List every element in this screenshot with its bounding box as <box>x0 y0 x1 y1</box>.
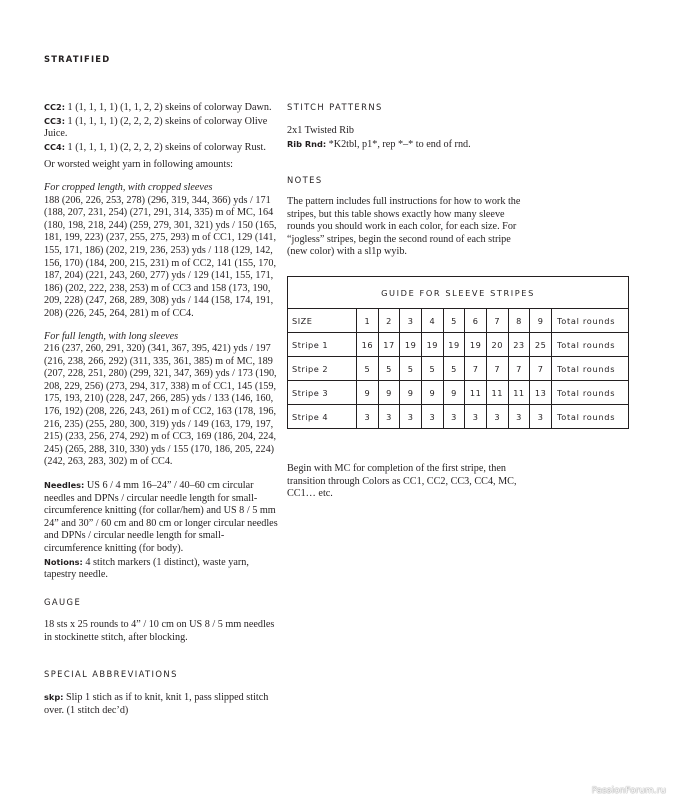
table-cell: Total rounds <box>552 357 629 381</box>
gauge-text: 18 sts x 25 rounds to 4” / 10 cm on US 8 / 5 mm needles in stockinette stitch, after blocking. <box>44 619 275 643</box>
table-cell: 3 <box>465 405 487 429</box>
cc2-text: 1 (1, 1, 1, 1) (1, 1, 2, 2) skeins of colorway Dawn. <box>65 102 272 113</box>
full-heading: For full length, with long sleeves <box>44 330 179 342</box>
needles-text <box>44 479 280 556</box>
twisted-rib-title: 2x1 Twisted Rib <box>287 125 355 136</box>
table-cell: 3 <box>486 405 508 429</box>
cc3-line <box>44 115 280 141</box>
header-cell: 3 <box>400 309 422 333</box>
table-cell: 9 <box>443 381 465 405</box>
table-cell: 16 <box>357 333 379 357</box>
table-cell: 17 <box>378 333 400 357</box>
notions-label: Notions: <box>44 556 83 567</box>
full-amounts: 216 (237, 260, 291, 320) (341, 367, 395, 421) yds / 197 (216, 238, 266, 292) (311, 335, 361, 385) m of MC, 189 (207, 228, 251, 280) (299, 321, 347, 369) yds / 173 (190, 208, 229, 256) (273, 294, 317, 338) m of CC1, 145 (159, 175, 193, 210) (228, 247, 266, 285) yds / 133 (146, 160, 176, 192) (208, 226, 243, 261) m of CC2, 163 (178, 196, 216, 235) (255, 280, 300, 319) yds / 149 (163, 179, 197, 215) (233, 256, 274, 292) m of CC3, 169 (186, 204, 224, 245) (265, 288, 310, 330) yds / 155 (170, 186, 205, 224) (242, 263, 283, 302) m of CC4. <box>44 343 277 468</box>
header-cell: 2 <box>378 309 400 333</box>
table-cell: Total rounds <box>552 405 629 429</box>
needles-body: US 6 / 4 mm 16–24” / 40–60 cm circular needles and DPNs / circular needle length for small-circumference knitting (for collar/hem) and US 8 / 5 mm 24” and 30” / 60 cm and 80 cm or longer circular needles and DPNs / circular needle length for small-circumference knitting (for body). <box>44 480 278 554</box>
table-cell: 7 <box>486 357 508 381</box>
stripe-sequence-text: Begin with MC for completion of the first stripe, then transition through Colors as CC1, CC2, CC3, CC4, MC, CC1… etc. <box>287 463 517 500</box>
row-label: Stripe 2 <box>288 357 357 381</box>
table-cell: Total rounds <box>552 381 629 405</box>
rib-round-body: *K2tbl, p1*, rep *–* to end of rnd. <box>326 138 471 150</box>
table-cell: 7 <box>465 357 487 381</box>
table-cell: 7 <box>508 357 530 381</box>
table-row <box>288 405 629 429</box>
watermark: PassionForum.ru <box>591 786 666 796</box>
row-label: Stripe 3 <box>288 381 357 405</box>
table-row <box>288 357 629 381</box>
table-row <box>288 381 629 405</box>
row-label: Stripe 4 <box>288 405 357 429</box>
header-cell: 7 <box>486 309 508 333</box>
table-cell: 11 <box>486 381 508 405</box>
cropped-heading: For cropped length, with cropped sleeves <box>44 181 213 193</box>
table-cell: 19 <box>421 333 443 357</box>
row-label: Stripe 1 <box>288 333 357 357</box>
notes-text: The pattern includes full instructions for how to work the stripes, but this table shows exactly how many sleeve rounds you should work in each color, for each size. For “jogless” stripes, begin the second round of each stripe (new color) with a sl1p wyib. <box>287 196 521 258</box>
table-cell: Total rounds <box>552 333 629 357</box>
table-caption: GUIDE FOR SLEEVE STRIPES <box>288 277 629 309</box>
table-cell: 9 <box>400 381 422 405</box>
table-cell: 9 <box>421 381 443 405</box>
table-row <box>288 333 629 357</box>
stitch-patterns-block <box>287 125 632 151</box>
skp-label: skp: <box>44 692 64 702</box>
worsted-text: Or worsted weight yarn in following amounts: <box>44 159 234 171</box>
cc4-text: 1 (1, 1, 1, 1) (2, 2, 2, 2) skeins of colorway Rust. <box>65 141 266 153</box>
table-cell: 3 <box>530 405 552 429</box>
header-cell: 9 <box>530 309 552 333</box>
notions-body: 4 stitch markers (1 distinct), waste yarn, tapestry needle. <box>44 556 249 581</box>
table-cell: 3 <box>508 405 530 429</box>
skp-text <box>44 691 280 717</box>
table-cell: 3 <box>357 405 379 429</box>
table-cell: 3 <box>400 405 422 429</box>
cropped-amounts: 188 (206, 226, 253, 278) (296, 319, 344, 366) yds / 171 (188, 207, 231, 254) (271, 291, 314, 335) m of MC, 164 (180, 198, 218, 244) (259, 279, 301, 321) yds / 150 (165, 181, 199, 223) (237, 255, 275, 293) m of CC1, 129 (141, 155, 171, 186) (202, 219, 236, 253) yds / 118 (129, 142, 156, 170) (184, 200, 215, 231) m of CC2, 141 (155, 170, 187, 204) (221, 243, 260, 277) yds / 129 (141, 155, 171, 186) (202, 222, 238, 253) m of CC3 and 158 (173, 190, 209, 228) (247, 268, 289, 308) yds / 144 (158, 174, 191, 208) (226, 245, 264, 281) m of CC4. <box>44 194 277 319</box>
table-header-row <box>288 309 629 333</box>
header-cell: 8 <box>508 309 530 333</box>
cc4-line <box>44 141 280 155</box>
table-cell: 19 <box>465 333 487 357</box>
skp-body: Slip 1 stich as if to knit, knit 1, pass slipped stitch over. (1 stitch dec’d) <box>44 692 269 716</box>
table-cell: 13 <box>530 381 552 405</box>
stitch-patterns-heading: STITCH PATTERNS <box>287 102 383 112</box>
needles-label: Needles: <box>44 480 85 491</box>
abbreviations-heading: SPECIAL ABBREVIATIONS <box>44 669 178 679</box>
rib-round-text <box>287 138 632 152</box>
gauge-heading: GAUGE <box>44 597 82 607</box>
table-cell: 20 <box>486 333 508 357</box>
table-cell: 5 <box>443 357 465 381</box>
header-cell: Total rounds <box>552 309 629 333</box>
page-title: STRATIFIED <box>44 54 111 64</box>
table-cell: 19 <box>400 333 422 357</box>
table-cell: 5 <box>378 357 400 381</box>
left-column <box>44 101 280 582</box>
header-cell: 4 <box>421 309 443 333</box>
table-cell: 11 <box>508 381 530 405</box>
table-caption-row <box>288 277 629 309</box>
table-cell: 5 <box>357 357 379 381</box>
cc2-label: CC2: <box>44 102 65 112</box>
header-cell: 6 <box>465 309 487 333</box>
header-cell: SIZE <box>288 309 357 333</box>
table-cell: 23 <box>508 333 530 357</box>
sleeve-stripes-table <box>287 276 629 429</box>
table-cell: 9 <box>357 381 379 405</box>
header-cell: 1 <box>357 309 379 333</box>
notions-text <box>44 556 280 582</box>
cc4-label: CC4: <box>44 141 65 152</box>
cc2-line <box>44 101 280 115</box>
table-cell: 3 <box>378 405 400 429</box>
table-cell: 3 <box>421 405 443 429</box>
table-cell: 5 <box>421 357 443 381</box>
table-cell: 9 <box>378 381 400 405</box>
cc3-text: 1 (1, 1, 1, 1) (2, 2, 2, 2) skeins of colorway Olive Juice. <box>44 115 268 140</box>
table-cell: 5 <box>400 357 422 381</box>
header-cell: 5 <box>443 309 465 333</box>
table-cell: 11 <box>465 381 487 405</box>
notes-heading: NOTES <box>287 175 323 185</box>
cc3-label: CC3: <box>44 115 65 126</box>
table-cell: 25 <box>530 333 552 357</box>
table-cell: 19 <box>443 333 465 357</box>
table-cell: 3 <box>443 405 465 429</box>
rib-round-label: Rib Rnd: <box>287 138 327 149</box>
table-cell: 7 <box>530 357 552 381</box>
